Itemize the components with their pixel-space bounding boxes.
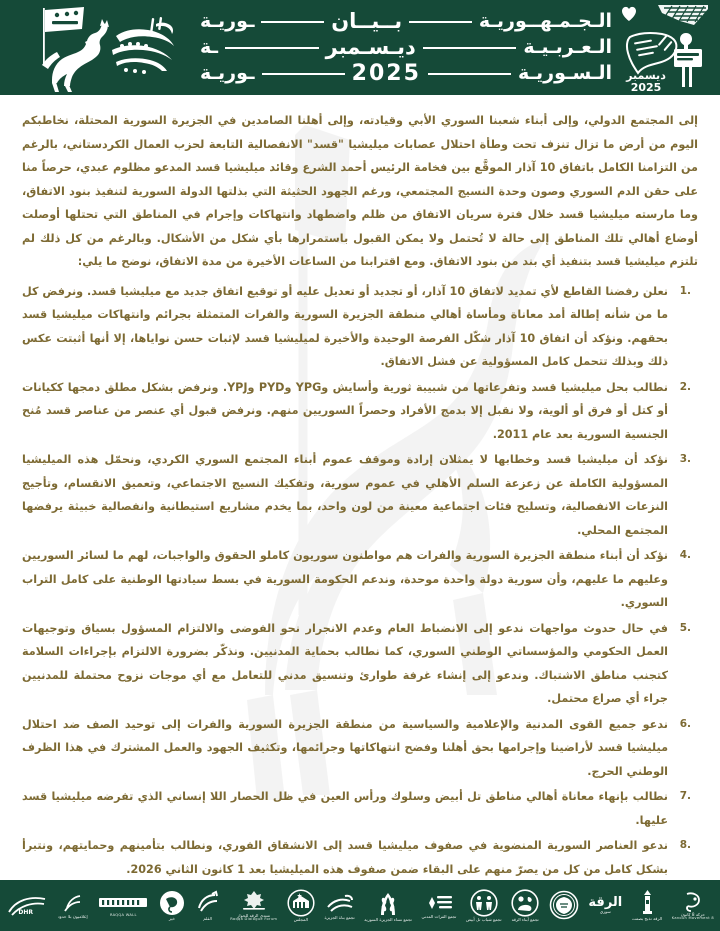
logo-label-ar: القلم bbox=[203, 915, 212, 921]
logo-label-en: Raqqa Dialogue Forum bbox=[230, 917, 278, 922]
raqqa-heritage-council-logo bbox=[285, 884, 317, 928]
al-qalam-logo bbox=[193, 884, 223, 928]
logo-label-ar: تجمع شباب تل أبيض bbox=[465, 916, 502, 922]
demand-item: ندعو العناصر السورية المنضوية في صفوف ميليشيا قسد إلى الانشقاق الفوري، ونطالب بتأمينهم وحمايتهم، ونتبرأ بشكل كامل من كل من يصرّ منهم على البقاء ضمن صفوف هذه الميليشيا بعد 1 كانون الثاني 2026. bbox=[22, 839, 668, 876]
header-rule bbox=[423, 47, 517, 49]
svg-text:2025: 2025 bbox=[630, 81, 662, 93]
header-title-line-1 bbox=[200, 9, 612, 34]
al-jazira-al-souriya-logo bbox=[12, 2, 187, 94]
svg-text:DHR: DHR bbox=[18, 908, 34, 916]
tell-abyad-youth-logo bbox=[464, 884, 504, 928]
header-rule bbox=[409, 21, 472, 23]
partner-logos-bar bbox=[0, 880, 720, 931]
header-title-line-2 bbox=[200, 35, 612, 60]
al-raqqa-souri-logo bbox=[586, 884, 624, 928]
8-kanoun-movement-logo bbox=[670, 884, 716, 928]
logo-label-ar: الرقة تذبح بصمت bbox=[631, 915, 663, 921]
logo-label-sub: سوري bbox=[599, 909, 611, 915]
header-line1-right: الـجـمـهـ‍ـوريـة bbox=[478, 10, 612, 32]
logo-label-ar: تجمع الفرات المدني bbox=[421, 913, 457, 919]
raqqa-wall-logo bbox=[95, 884, 151, 928]
demand-item: نؤكد أن ميليشيا قسد وخطابها لا يمثلان إرادة وموقف عموم أبناء المجتمع السوري الكردي، ونحمّل هذه الميليشيا المسؤولية الكاملة عن زعزعة السلم الأهلي في عموم سورية، وتفكيك النسيج الاجتماعي، وتعميق الانقسام، وتأجيج النزعات الانفصالية، وتسليح فئات اجتماعية معينة من لون واحد، بما يخدم مشاريع استيطانية وانفصالية خبيثة يرفضها المجتمع المحلي. bbox=[22, 453, 668, 537]
header-rule bbox=[428, 73, 511, 75]
demand-item: نعلن رفضنا القاطع لأي تمديد لاتفاق 10 آذار، أو تجديد أو تعديل عليه أو توقيع اتفاق جديد مع ميليشيا قسد. ونرفض كل ما من شأنه إطالة أمد معاناة ومأساة أهالي منطقة الجزيرة السورية والفرات المتمثلة بجرائم وانتهاكات ميليشيا قسد بحقهم. ونؤكد أن اتفاق 10 آذار شكّل الفرصة الوحيدة والأخيرة لميليشيا قسد لإثبات حسن نواياها، إلا أنها أثبتت عكس ذلك وبذلك تتحمل كامل المسؤولية عن فشل الاتفاق. bbox=[22, 284, 668, 369]
demand-item: في حال حدوث مواجهات ندعو إلى الانضباط العام وعدم الانجرار نحو الفوضى والالتزام المسؤول بسياق وتوجيهات العمل الحكومي والمؤسساتي الوطني السوري، كما نطالب بحماية المدنيين. ونذكّر بضرورة الالتزام بإجراءات السلامة كتجنب مناطق الاشتباك. وندعو إلى إنشاء غرفة طوارئ وتنسيق مدني للتعامل مع أي موجات نزوح محتملة للمدنيين جراء أي صراع محتمل. bbox=[22, 621, 668, 706]
logo-label-ar: الرقة bbox=[588, 895, 623, 911]
header-line1-left: ـوريـة bbox=[199, 10, 255, 32]
logo-label-ar: تجمع أبناء الرقة bbox=[511, 916, 539, 922]
demand-item: نؤكد أن أبناء منطقة الجزيرة السورية والفرات هم مواطنون سوريون كاملو الحقوق والواجبات، لهم ما لسائر السوريين وعليهم ما عليهم، وأن سورية دولة واحدة موحدة، وندعم الحكومة السورية في بسط سيادتها الوطنية على كامل التراب السوري. bbox=[22, 549, 668, 610]
demands-list bbox=[22, 280, 698, 880]
intro-paragraph: إلى المجتمع الدولي، وإلى أبناء شعبنا السوري الأبي وقيادته، وإلى أهلنا الصامدين في الجزيرة السورية المحتلة، نخاطبكم اليوم من أرض ما تزال تنزف تحت وطأة احتلال عصابات ميليشيا "قسد" الانفصالية التابعة لحزب العمال الكردستاني، بالرغم من التزامنا الكامل باتفاق 10 آذار الموقَّع بين فخامة الرئيس أحمد الشرع وقائد ميليشيا قسد المدعو مظلوم عبدي، حرصاً منا على حقن الدم السوري وصون وحدة النسيج المجتمعي، ورغم الجهود الحثيثة التي بذلتها الدولة السورية لتنفيذ بنود الاتفاق، وما مارسته ميليشيا قسد خلال فترة سريان الاتفاق من ظلم واضطهاد وانتهاكات وإجرام في المناطق التي تحتلها أوصلت أوضاع أهالي تلك المناطق إلى حالة لا تُحتمل ولا يمكن القبول باستمرارها بأي شكل من الأشكال. وبالرغم من كل ذلك لم تلتزم ميليشيا قسد بتنفيذ أي بند من بنود الاتفاق. ومع اقترابنا من الساعات الأخيرة من مدة الاتفاق، نوضح ما يلي: bbox=[22, 114, 698, 269]
raqqa-is-being-slaughtered-silently-logo bbox=[630, 884, 664, 928]
header-line2-center: ديـسـمبر bbox=[325, 35, 416, 59]
header-rule bbox=[262, 73, 345, 75]
journalists-without-borders-logo bbox=[56, 884, 90, 928]
december-2025-campaign-logo bbox=[616, 3, 712, 93]
tell-abyad-youth-gathering-logo bbox=[509, 884, 541, 928]
logo-label-ar: منتدى الرقة للحوار bbox=[237, 912, 271, 918]
header-line2-right: الـعـربـيـة bbox=[523, 36, 612, 58]
svg-text:ديسمبر: ديسمبر bbox=[626, 69, 666, 82]
header-line2-left: ـة bbox=[199, 36, 219, 58]
demand-item: ندعو جميع القوى المدنية والإعلامية والسياسية من منطقة الجزيرة السورية والفرات إلى توحيد الصف ضد احتلال ميليشيا قسد لأراضينا وإجرامها بحق أهلنا وفضح انتهاكاتها وجرائمها، وتكثيف الجهود والعمل المشترك في هذا الظرف الوطني الحرج. bbox=[22, 717, 668, 778]
jazira-shield-logo bbox=[547, 884, 581, 928]
header-line1-center: بــيــان bbox=[331, 9, 403, 33]
statement-body bbox=[0, 95, 720, 880]
dhr-logo bbox=[4, 884, 50, 928]
kheir-foundation-logo bbox=[157, 884, 187, 928]
logo-label-en: 8 Kanoun Movement bbox=[671, 916, 714, 921]
header-line3-left: ـوريـة bbox=[200, 62, 255, 84]
header-line3-center: 2025 bbox=[351, 60, 421, 86]
logo-label-en: RAQQA WALL bbox=[109, 912, 137, 917]
demand-item: نطالب بحل ميليشيا قسد وتفرعاتها من شبيبة ثورية وأسايش وYPG وPYD وYPJ. ونرفض بشكل مطلق دمجها ككيانات أو كتل أو فرق أو ألوية، ولا نقبل إلا بدمج الأفراد وحصراً السوريين منهم. ونرفض قبول أي عنصر من عناصر قسد مُنح الجنسية السورية بعد عام 2011. bbox=[22, 380, 668, 441]
jazira-builders-gathering-logo bbox=[322, 884, 356, 928]
logo-label-ar: تجمع نساء الجزيرة السورية bbox=[364, 916, 412, 922]
furat-civil-gathering-logo bbox=[419, 884, 458, 928]
demand-item: نطالب بإنهاء معاناة أهالي مناطق تل أبيض وسلوك ورأس العين في ظل الحصار اللا إنساني الذي تفرضه ميليشيا قسد عليها. bbox=[22, 790, 668, 827]
logo-label-ar: إعلاميون بلا حدود bbox=[57, 913, 88, 919]
logo-label-ar: تجمع بناة الجزيرة bbox=[324, 914, 355, 920]
header-title-block bbox=[200, 8, 612, 87]
header-rule bbox=[225, 47, 319, 49]
syrian-jazira-women-gathering-logo bbox=[362, 884, 414, 928]
statement-content bbox=[22, 109, 698, 880]
logo-label-ar: حركة 8 كانون bbox=[680, 911, 705, 917]
header-rule bbox=[261, 21, 324, 23]
logo-label-ar: المجلس bbox=[293, 916, 308, 922]
header-line3-right: الـسـوريـة bbox=[518, 62, 612, 84]
header-title-line-3 bbox=[200, 61, 612, 86]
header-banner bbox=[0, 0, 720, 95]
raqqa-dialogue-forum-logo bbox=[228, 884, 279, 928]
logo-label-ar: خير bbox=[168, 915, 176, 921]
